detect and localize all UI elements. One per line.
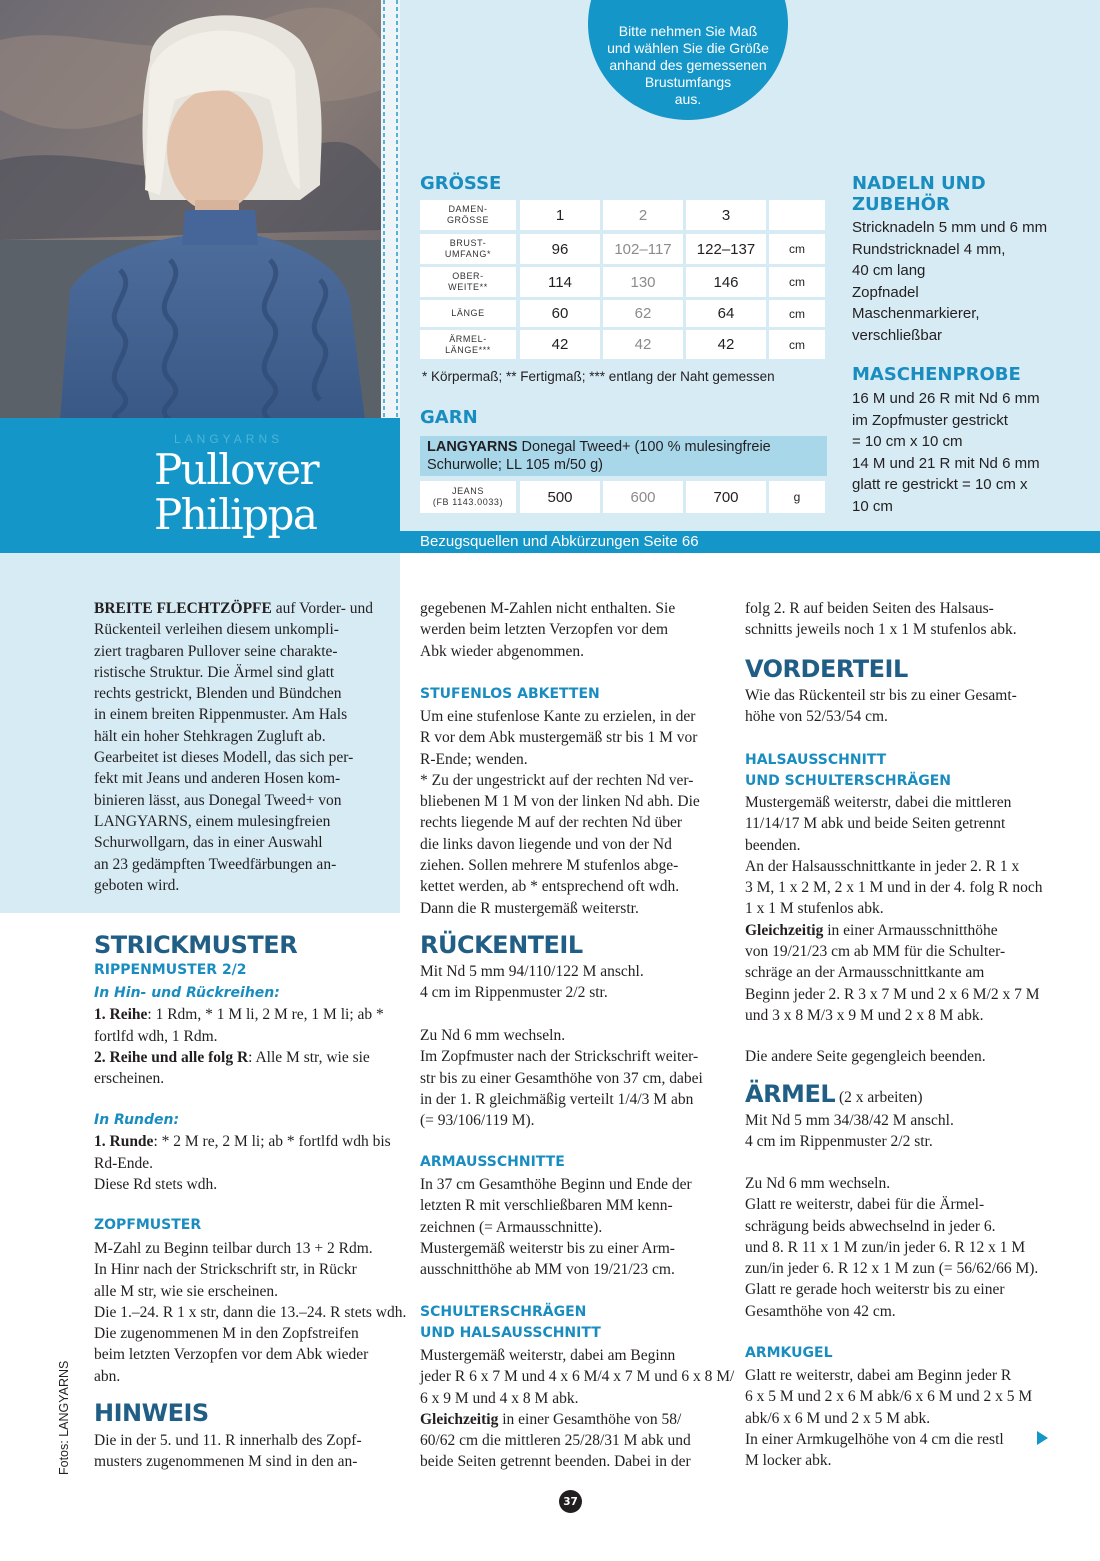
vorderteil-heading: VORDERTEIL — [745, 655, 908, 683]
size-cell: 2 — [603, 200, 683, 230]
halsausschnitt-heading: HALSAUSSCHNITT UND SCHULTERSCHRÄGEN — [745, 752, 951, 789]
strickmuster-heading: STRICKMUSTER — [94, 931, 298, 959]
photo-illustration — [0, 0, 381, 420]
intro-text: BREITE FLECHTZÖPFE auf Vorder- und Rückenteil verleihen diesem unkompli- ziert tragbaren Pullover seine charakte- ristische Struktur. Die Ärmel sind glatt rechts gestrickt, Blenden und Bündchen in einem breiten Rippenmuster. Am Hals hält ein hoher Stehkragen Zugluft ab. Gearbeitet ist dieses Modell, das sich per- fekt mit Jeans und anderen Hosen kom- binieren lässt, aus Donegal Tweed+ von LANGYARNS, einem mulesingfreien Schurwollgarn, das in einer Auswahl an 23 gedämpften Tweedfärbungen an- geboten wird. — [94, 600, 373, 894]
yarn-line-1: Donegal Tweed+ (100 % mulesingfreie — [517, 439, 771, 455]
size-unit: cm — [769, 234, 825, 264]
hinweis-heading: HINWEIS — [94, 1399, 209, 1427]
ruecken-text-b: Zu Nd 6 mm wechseln. Im Zopfmuster nach der Strickschrift weiter- str bis zu einer Gesamthöhe von 37 cm, dabei in der 1. R gleichmäßig verteilt 1/4/3 M abn (= 93/106/119 M). — [420, 1027, 703, 1130]
yarn-row-label: JEANS (FB 1143.0033) — [420, 481, 516, 513]
yarn-unit: g — [769, 481, 825, 513]
yarn-heading: GARN — [420, 407, 478, 428]
size-row-label: DAMEN- GRÖSSE — [420, 200, 516, 230]
schulter-heading: SCHULTERSCHRÄGEN UND HALSAUSSCHNITT — [420, 1304, 601, 1341]
armkugel-heading: ARMKUGEL — [745, 1345, 833, 1361]
col3-top-text: folg 2. R auf beiden Seiten des Halsaus- schnitts jeweils noch 1 x 1 M stufenlos abk. — [745, 600, 1017, 639]
size-cell: 114 — [520, 267, 600, 297]
ruecken-heading: RÜCKENTEIL — [420, 931, 583, 959]
yarn-brand: LANGYARNS — [427, 439, 518, 455]
brand-label: LANGYARNS — [174, 432, 284, 446]
size-hint-line-1: Bitte nehmen Sie Maß — [618, 23, 758, 39]
vorderteil-text: Wie das Rückenteil str bis zu einer Gesamt- höhe von 52/53/54 cm. — [745, 687, 1017, 726]
size-cell: 130 — [603, 267, 683, 297]
sources-link[interactable]: Bezugsquellen und Abkürzungen Seite 66 — [420, 533, 699, 550]
armkugel-text: Glatt re weiterstr, dabei am Beginn jeder R 6 x 5 M und 2 x 6 M abk/6 x 6 M und 2 x 5 M abk/6 x 6 M und 2 x 5 M abk. In einer Armkugelhöhe von 4 cm die restl M locker abk. — [745, 1367, 1033, 1470]
size-hint-line-3: anhand des gemessenen — [609, 57, 767, 73]
title-line-1: Pullover — [154, 445, 319, 494]
size-cell: 42 — [686, 330, 766, 359]
yarn-cell: 500 — [520, 481, 600, 513]
size-cell: 60 — [520, 300, 600, 327]
stufenlos-text: Um eine stufenlose Kante zu erzielen, in der R vor dem Abk mustergemäß str bis 1 M vor R-Ende; wenden. * Zu der ungestrickt auf der rechten Nd ver- bliebenen M 1 M von der linken Nd abh. Die rechts liegende M auf der rechten Nd über die links davon liegende und von der Nd ziehen. Sollen mehrere M stufenlos abge- kettet werden, ab * entsprechend oft wdh. Dann die R mustergemäß weiterstr. — [420, 708, 700, 917]
size-cell: 96 — [520, 234, 600, 264]
size-row-label: OBER- WEITE** — [420, 267, 516, 297]
size-cell: 122–137 — [686, 234, 766, 264]
size-unit: cm — [769, 300, 825, 327]
ruecken-text-a: Mit Nd 5 mm 94/110/122 M anschl. 4 cm im Rippenmuster 2/2 str. — [420, 963, 644, 1002]
yarn-cell: 600 — [603, 481, 683, 513]
zopf-heading: ZOPFMUSTER — [94, 1217, 202, 1233]
rippen-text: In Hin- und Rückreihen: 1. Reihe: 1 Rdm, * 1 M li, 2 M re, 1 M li; ab * fortlfd wdh, 1 Rdm. 2. Reihe und alle folg R: Alle M str, wie sie erscheinen. — [94, 985, 384, 1088]
size-table — [420, 200, 830, 360]
size-hint-line-4: Brustumfangs — [644, 74, 732, 90]
size-row-label: LÄNGE — [420, 300, 516, 327]
page-number: 37 — [559, 1490, 582, 1513]
yarn-description — [420, 436, 827, 476]
size-heading: GRÖSSE — [420, 173, 502, 194]
halsausschnitt-text: Mustergemäß weiterstr, dabei die mittleren 11/14/17 M abk und beide Seiten getrennt beenden. An der Halsausschnittkante in jeder 2. R 1 x 3 M, 1 x 2 M, 2 x 1 M und in der 4. folg R noch 1 x 1 M stufenlos abk. Gleichzeitig in einer Armausschnitthöhe von 19/21/23 cm ab MM für die Schulter- schräge an der Armausschnittkante am Beginn jeder 2. R 3 x 7 M und 2 x 6 M/2 x 7 M und 3 x 8 M/3 x 9 M und 2 x 8 M abk. — [745, 794, 1043, 1024]
photo-credit: Fotos: LANGYARNS — [57, 1360, 71, 1475]
size-row-label: BRUST- UMFANG* — [420, 234, 516, 264]
size-cell: 1 — [520, 200, 600, 230]
size-unit: cm — [769, 267, 825, 297]
armausschnitte-text: In 37 cm Gesamthöhe Beginn und Ende der letzten R mit verschließbaren MM kenn- zeichnen (= Armausschnitte). Mustergemäß weiterstr bis zu einer Arm- ausschnitthöhe ab MM von 19/21/23 cm. — [420, 1176, 692, 1279]
col2-top-text: gegebenen M-Zahlen nicht enthalten. Sie werden beim letzten Verzopfen vor dem Abk wieder abgenommen. — [420, 600, 676, 660]
title-line-2: Philippa — [154, 490, 317, 539]
hinweis-text: Die in der 5. und 11. R innerhalb des Zopf- musters zugenommenen M sind in den an- — [94, 1432, 362, 1471]
aermel-text-b: Zu Nd 6 mm wechseln. Glatt re weiterstr, dabei für die Ärmel- schrägung beids abwechselnd in jeder 6. und 8. R 11 x 1 M zun/in jeder 6. R 12 x 1 M zun/in jeder 6. R 12 x 1 M zun (= 56/62/66 M). Glatt re gerade hoch weiterstr bis zu einer Gesamthöhe von 42 cm. — [745, 1175, 1039, 1320]
size-cell: 42 — [603, 330, 683, 359]
model-photo — [0, 0, 381, 420]
size-unit: cm — [769, 330, 825, 359]
needles-list: Stricknadeln 5 mm und 6 mm Rundstricknadel 4 mm, 40 cm lang Zopfnadel Maschenmarkierer, verschließbar — [852, 219, 1048, 344]
needles-heading: NADELN UND ZUBEHÖR — [852, 173, 986, 215]
size-cell: 64 — [686, 300, 766, 327]
continue-arrow-icon — [1037, 1431, 1048, 1445]
size-cell: 146 — [686, 267, 766, 297]
size-cell: 3 — [686, 200, 766, 230]
andere-seite-text: Die andere Seite gegengleich beenden. — [745, 1048, 986, 1065]
runden-text: In Runden: 1. Runde: * 2 M re, 2 M li; ab * fortlfd wdh bis Rd-Ende. Diese Rd stets wdh. — [94, 1112, 391, 1193]
size-cell: 42 — [520, 330, 600, 359]
size-hint-line-5: aus. — [674, 91, 702, 107]
aermel-heading: ÄRMEL (2 x arbeiten) — [745, 1080, 923, 1108]
aermel-text-a: Mit Nd 5 mm 34/38/42 M anschl. 4 cm im Rippenmuster 2/2 str. — [745, 1112, 954, 1151]
zopf-text: M-Zahl zu Beginn teilbar durch 13 + 2 Rdm. In Hinr nach der Strickschrift str, in Rückr alle M str, wie sie erscheinen. Die 1.–24. R 1 x str, dann die 13.–24. R stets wdh. Die zugenommenen M in den Zopfstreifen beim letzten Verzopfen vor dem Abk wieder abn. — [94, 1240, 407, 1385]
size-cell: 62 — [603, 300, 683, 327]
yarn-cell: 700 — [686, 481, 766, 513]
yarn-line-2: Schurwolle; LL 105 m/50 g) — [427, 456, 603, 473]
size-hint-line-2: und wählen Sie die Größe — [607, 40, 769, 56]
armausschnitte-heading: ARMAUSSCHNITTE — [420, 1154, 565, 1170]
yarn-table — [420, 481, 830, 513]
size-footnote: * Körpermaß; ** Fertigmaß; *** entlang der Naht gemessen — [422, 369, 775, 384]
schulter-text: Mustergemäß weiterstr, dabei am Beginn jeder R 6 x 7 M und 4 x 6 M/4 x 7 M und 6 x 8 M/ 6 x 9 M und 4 x 8 M abk. Gleichzeitig in einer Gesamthöhe von 58/ 60/62 cm die mittleren 25/28/31 M abk und beide Seiten getrennt beenden. Dabei in der — [420, 1347, 735, 1471]
gauge-heading: MASCHENPROBE — [852, 364, 1021, 385]
gauge-text: 16 M und 26 R mit Nd 6 mm im Zopfmuster gestrickt = 10 cm x 10 cm 14 M und 21 R mit Nd 6 mm glatt re gestrickt = 10 cm x 10 cm — [852, 390, 1040, 515]
size-row-label: ÄRMEL- LÄNGE*** — [420, 330, 516, 359]
size-unit — [769, 200, 825, 230]
size-cell: 102–117 — [603, 234, 683, 264]
rippen-heading: RIPPENMUSTER 2/2 — [94, 962, 247, 978]
stufenlos-heading: STUFENLOS ABKETTEN — [420, 686, 600, 702]
